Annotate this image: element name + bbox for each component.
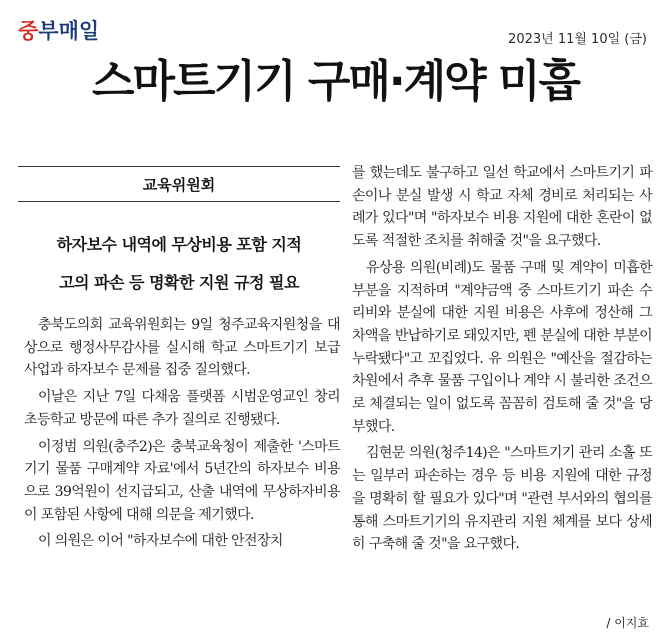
paragraph: 이 의원은 이어 "하자보수에 대한 안전장치: [38, 533, 283, 550]
paragraph: 이정범 의원(충주2)은 충북교육청이 제출한 '스마트기기 물품 구매계약 자료'에서 5년간의 하자보수 비용으로 39억원이 선지급되고, 산출 내역에 무상하자비용이 포함된 사항에 대해 의문을 제기했다.: [24, 438, 340, 523]
paragraph: 이날은 지난 7일 다채움 플랫폼 시범운영교인 창리초등학교 방문에 따른 추가 질의로 진행됐다.: [24, 389, 340, 428]
article-column-left: [24, 314, 340, 557]
section-label-text: 교육위원회: [142, 175, 216, 194]
publication-date: 2023년 11월 10일 (금): [508, 32, 647, 47]
subhead-2: 고의 파손 등 명확한 지원 규정 필요: [59, 273, 299, 292]
byline: / 이지효: [606, 616, 649, 630]
newspaper-logo: [18, 15, 99, 45]
paragraph: 충북도의회 교육위원회는 9일 청주교육지원청을 대상으로 행정사무감사를 실시해 학교 스마트기기 보급 사업과 하자보수 문제를 집중 질의했다.: [24, 317, 340, 379]
paragraph: 유상용 의원(비례)도 물품 구매 및 계약이 미흡한 부분을 지적하며 "계약금액 중 스마트기기 파손 수리비와 분실에 대한 지원 비용은 사후에 정산해 그 차액을 반납하기로 돼있지만, 펜 분실에 대한 부분이 누락됐다"고 꼬집었다. 유 의원은 "예산을 절감하는 차원에서 추후 물품 구입이나 계약 시 불리한 조건으로 체결되는 일이 없도록 꼼꼼히 검토해 줄 것"을 당부했다.: [352, 259, 652, 435]
masthead: [0, 0, 671, 140]
paragraph: 김현문 의원(청주14)은 "스마트기기 관리 소홀 또는 일부러 파손하는 경우 등 비용 지원에 대한 규정을 명확히 할 필요가 있다"며 "관련 부서와의 협의를 통해 스마트기기의 유지관리 지원 체계를 보다 상세히 구축해 줄 것"을 요구했다.: [352, 445, 652, 553]
section-label: [18, 166, 340, 202]
article-column-right: [352, 162, 652, 560]
logo-text: 부매일: [38, 19, 100, 43]
subhead-1: 하자보수 내역에 무상비용 포함 지적: [56, 235, 302, 254]
headline: 스마트기기 구매·계약 미흡: [92, 56, 579, 107]
paragraph: 를 했는데도 불구하고 일선 학교에서 스마트기기 파손이나 분실 발생 시 학교 자체 경비로 처리되는 사례가 있다"며 "하자보수 비용 지원에 대한 혼란이 없도록 적절한 조치를 취해줄 것"을 요구했다.: [352, 165, 652, 250]
logo-mark: 중: [18, 19, 39, 43]
